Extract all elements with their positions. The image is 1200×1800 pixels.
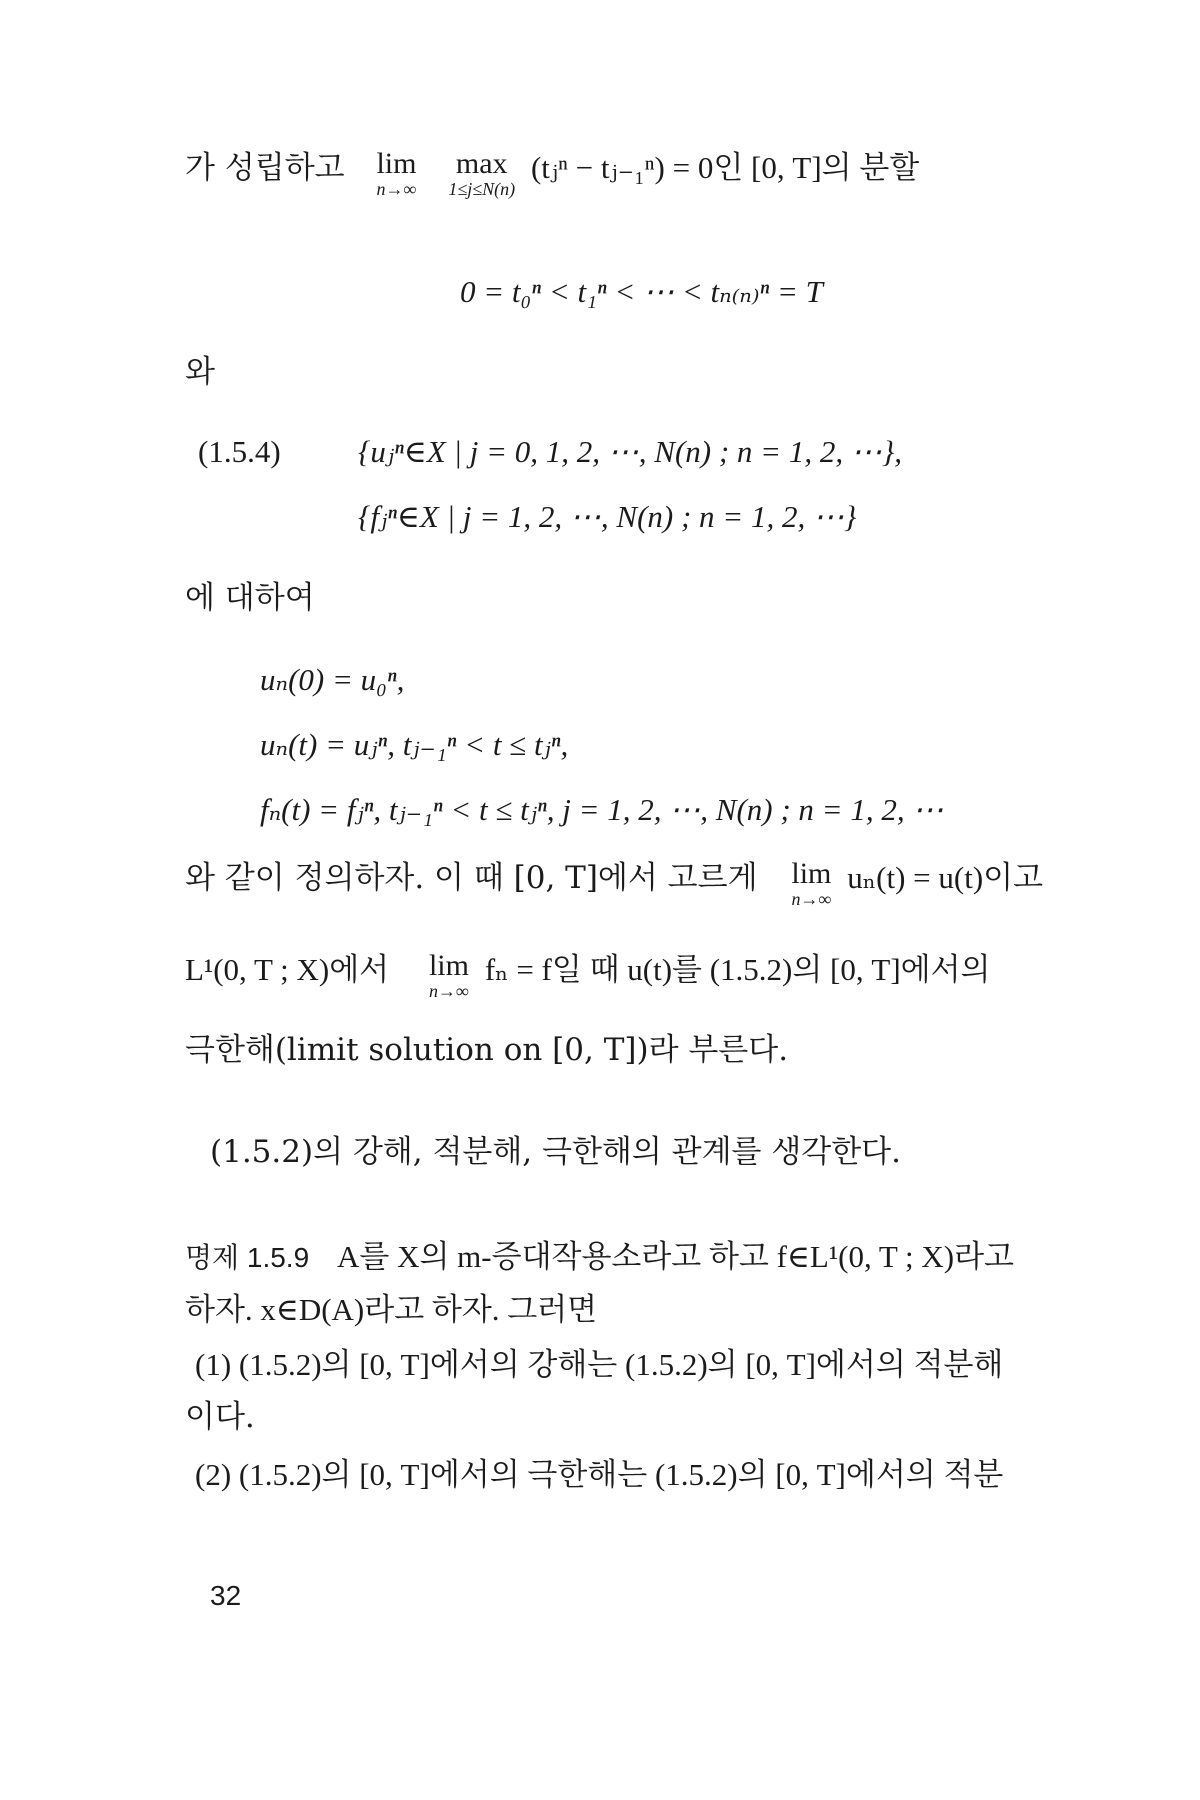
connective-e-daehayeo: 에 대하여 bbox=[185, 580, 315, 616]
sequence-set-f: {fⱼⁿ∈X | j = 1, 2, ⋯, N(n) ; n = 1, 2, ⋯} bbox=[358, 499, 857, 534]
definition-fn-t: fₙ(t) = fⱼⁿ, tⱼ₋₁ⁿ < t ≤ tⱼⁿ, j = 1, 2, ⋯, N(n) ; n = 1, 2, ⋯ bbox=[260, 792, 944, 827]
paragraph-2-start: L¹(0, T ; X)에서 bbox=[185, 952, 390, 987]
paragraph-line-2 bbox=[185, 950, 990, 1000]
proposition-item-1: (1) (1.5.2)의 [0, T]에서의 강해는 (1.5.2)의 [0, T]에서의 적분해 bbox=[195, 1347, 1004, 1382]
proposition-item-1-cont: 이다. bbox=[185, 1399, 255, 1435]
lim-subscript: n→∞ bbox=[376, 179, 417, 199]
limit-operator bbox=[376, 148, 416, 198]
max-word: max bbox=[455, 147, 508, 180]
proposition-title: 명제 1.5.9 bbox=[185, 1242, 310, 1273]
paragraph-line-1 bbox=[185, 858, 1043, 908]
partition-equation: 0 = t₀ⁿ < t₁ⁿ < ⋯ < tₙ₍ₙ₎ⁿ = T bbox=[460, 274, 823, 309]
definition-un-t: uₙ(t) = uⱼⁿ, tⱼ₋₁ⁿ < t ≤ tⱼⁿ, bbox=[260, 727, 569, 762]
paragraph-2-end: fₙ = f일 때 u(t)를 (1.5.2)의 [0, T]에서의 bbox=[484, 952, 991, 987]
paragraph-1-end: uₙ(t) = u(t)이고 bbox=[847, 860, 1044, 895]
l1-limit-operator bbox=[429, 950, 469, 1000]
page-number: 32 bbox=[210, 1580, 242, 1611]
equation-label-1-5-4: (1.5.4) bbox=[198, 434, 281, 469]
proposition-text-1: A를 X의 m-증대작용소라고 하고 f∈L¹(0, T ; X)라고 bbox=[337, 1239, 1014, 1274]
sequence-set-u: {uⱼⁿ∈X | j = 0, 1, 2, ⋯, N(n) ; n = 1, 2, ⋯}, bbox=[358, 434, 902, 469]
definition-un-zero: uₙ(0) = u₀ⁿ, bbox=[260, 662, 405, 697]
condition-expression: (tⱼⁿ − tⱼ₋₁ⁿ) = 0인 [0, T]의 분할 bbox=[530, 150, 920, 185]
lim-subscript: n→∞ bbox=[429, 981, 469, 1001]
proposition-item-2: (2) (1.5.2)의 [0, T]에서의 극한해는 (1.5.2)의 [0, T]에서의 적분 bbox=[195, 1457, 1004, 1492]
condition-line bbox=[185, 148, 919, 198]
uniform-limit-operator bbox=[791, 858, 831, 908]
lim-word: lim bbox=[791, 857, 832, 890]
proposition-line-1 bbox=[185, 1237, 1014, 1278]
paragraph-1-text: 와 같이 정의하자. 이 때 [0, T]에서 고르게 bbox=[185, 860, 758, 896]
paragraph-line-3: 극한해(limit solution on [0, T])라 부른다. bbox=[185, 1032, 789, 1068]
lim-word: lim bbox=[376, 147, 417, 180]
max-subscript: 1≤j≤N(n) bbox=[448, 179, 516, 199]
lim-subscript: n→∞ bbox=[791, 889, 832, 909]
remark-line: (1.5.2)의 강해, 적분해, 극한해의 관계를 생각한다. bbox=[210, 1134, 901, 1170]
connective-wa: 와 bbox=[185, 354, 215, 390]
condition-prefix: 가 성립하고 bbox=[185, 150, 345, 186]
proposition-line-2: 하자. x∈D(A)라고 하자. 그러면 bbox=[185, 1292, 598, 1327]
lim-word: lim bbox=[428, 949, 469, 982]
max-operator bbox=[448, 148, 515, 198]
